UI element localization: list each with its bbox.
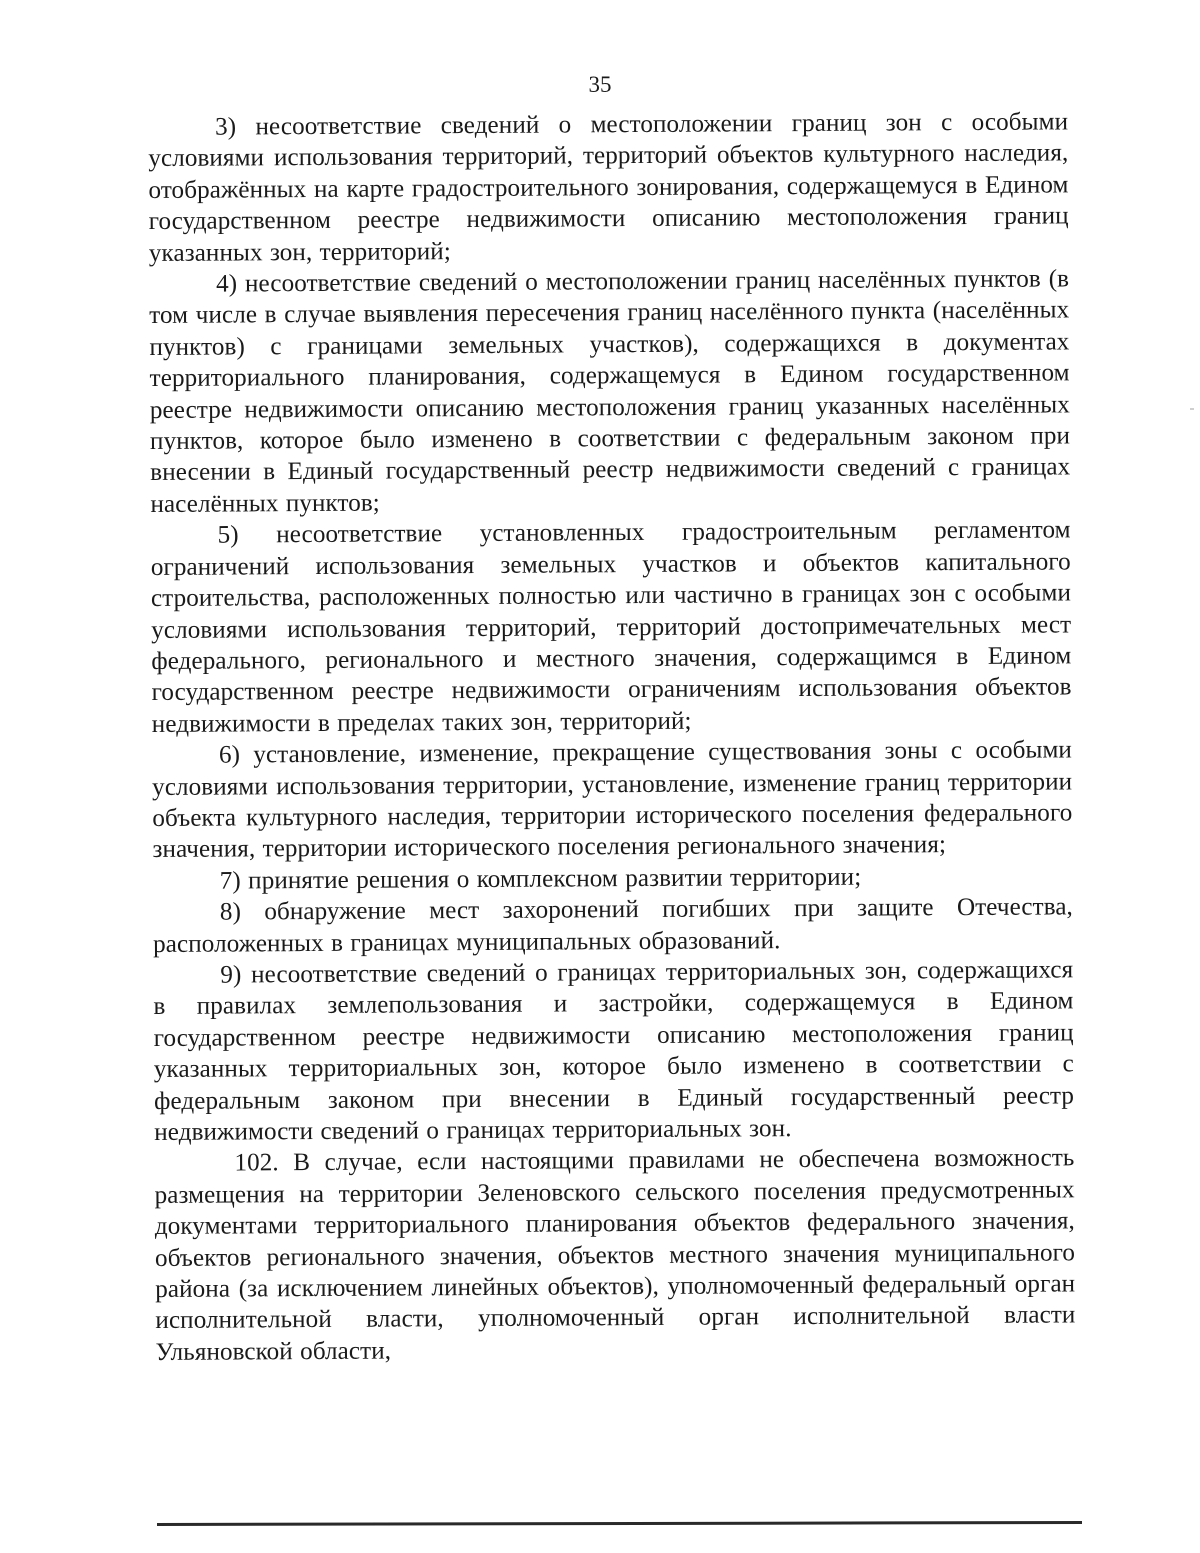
paragraph-item-9: 9) несоответствие сведений о границах территориальных зон, содержащихся в правилах землепользования и застройки, содержащемуся в Едином государственном реестре недвижимости описанию местоположения границ указанных территориальных зон, которое было изменено в соответствии с федеральным законом при внесении в Единый государственный реестр недвижимости сведений о границах территориальных зон. [153,956,1075,1146]
paragraph-clause-102: 102. В случае, если настоящими правилами не обеспечена возможность размещения на территории Зеленовского сельского поселения предусмотренных документами территориального планирования объектов федерального значения, объектов регионального значения, объектов местного значения муниципального района (за исключением линейных объектов), уполномоченный федеральный орган исполнительной власти, уполномоченный орган исполнительной власти Ульяновской области, [154,1144,1076,1366]
paragraph-item-4: 4) несоответствие сведений о местоположении границ населённых пунктов (в том числе в случае выявления пересечения границ населённого пункта (населённых пунктов) с границами земельных участков), содержащихся в документах территориального планирования, содержащемуся в Едином государственном реестре недвижимости описанию местоположения границ указанных населённых пунктов, которое было изменено в соответствии с федеральным законом при внесении в Единый государственный реестр недвижимости сведений с границах населённых пунктов; [149,265,1071,518]
page-number: 35 [588,72,612,97]
footer-divider [157,1521,1082,1526]
paragraph-item-5: 5) несоответствие установленных градостроительным регламентом ограничений использования земельных участков и объектов капитального строительства, расположенных полностью или частично в границах зон с особыми условиями использования территорий, территорий достопримечательных мест федерального, регионального и местного значения, содержащимся в Едином государственном реестре недвижимости ограничениям использования объектов недвижимости в пределах таких зон, территорий; [150,516,1072,738]
document-body [148,106,1076,1368]
paragraph-item-3: 3) несоответствие сведений о местоположении границ зон с особыми условиями использования территорий, территорий объектов культурного наследия, отображённых на карте градостроительного зонирования, содержащемуся в Едином государственном реестре недвижимости описанию местоположения границ указанных зон, территорий; [148,108,1069,267]
scan-artifact [1190,408,1194,410]
paragraph-item-8: 8) обнаружение мест захоронений погибших при защите Отечества, расположенных в границах муниципальных образований. [153,893,1073,958]
paragraph-item-6: 6) установление, изменение, прекращение существования зоны с особыми условиями использования территории, установление, изменение границ территории объекта культурного наследия, территории исторического поселения федерального значения, территории исторического поселения регионального значения; [152,736,1073,864]
paragraph-item-7: 7) принятие решения о комплексном развитии территории; [219,863,862,895]
